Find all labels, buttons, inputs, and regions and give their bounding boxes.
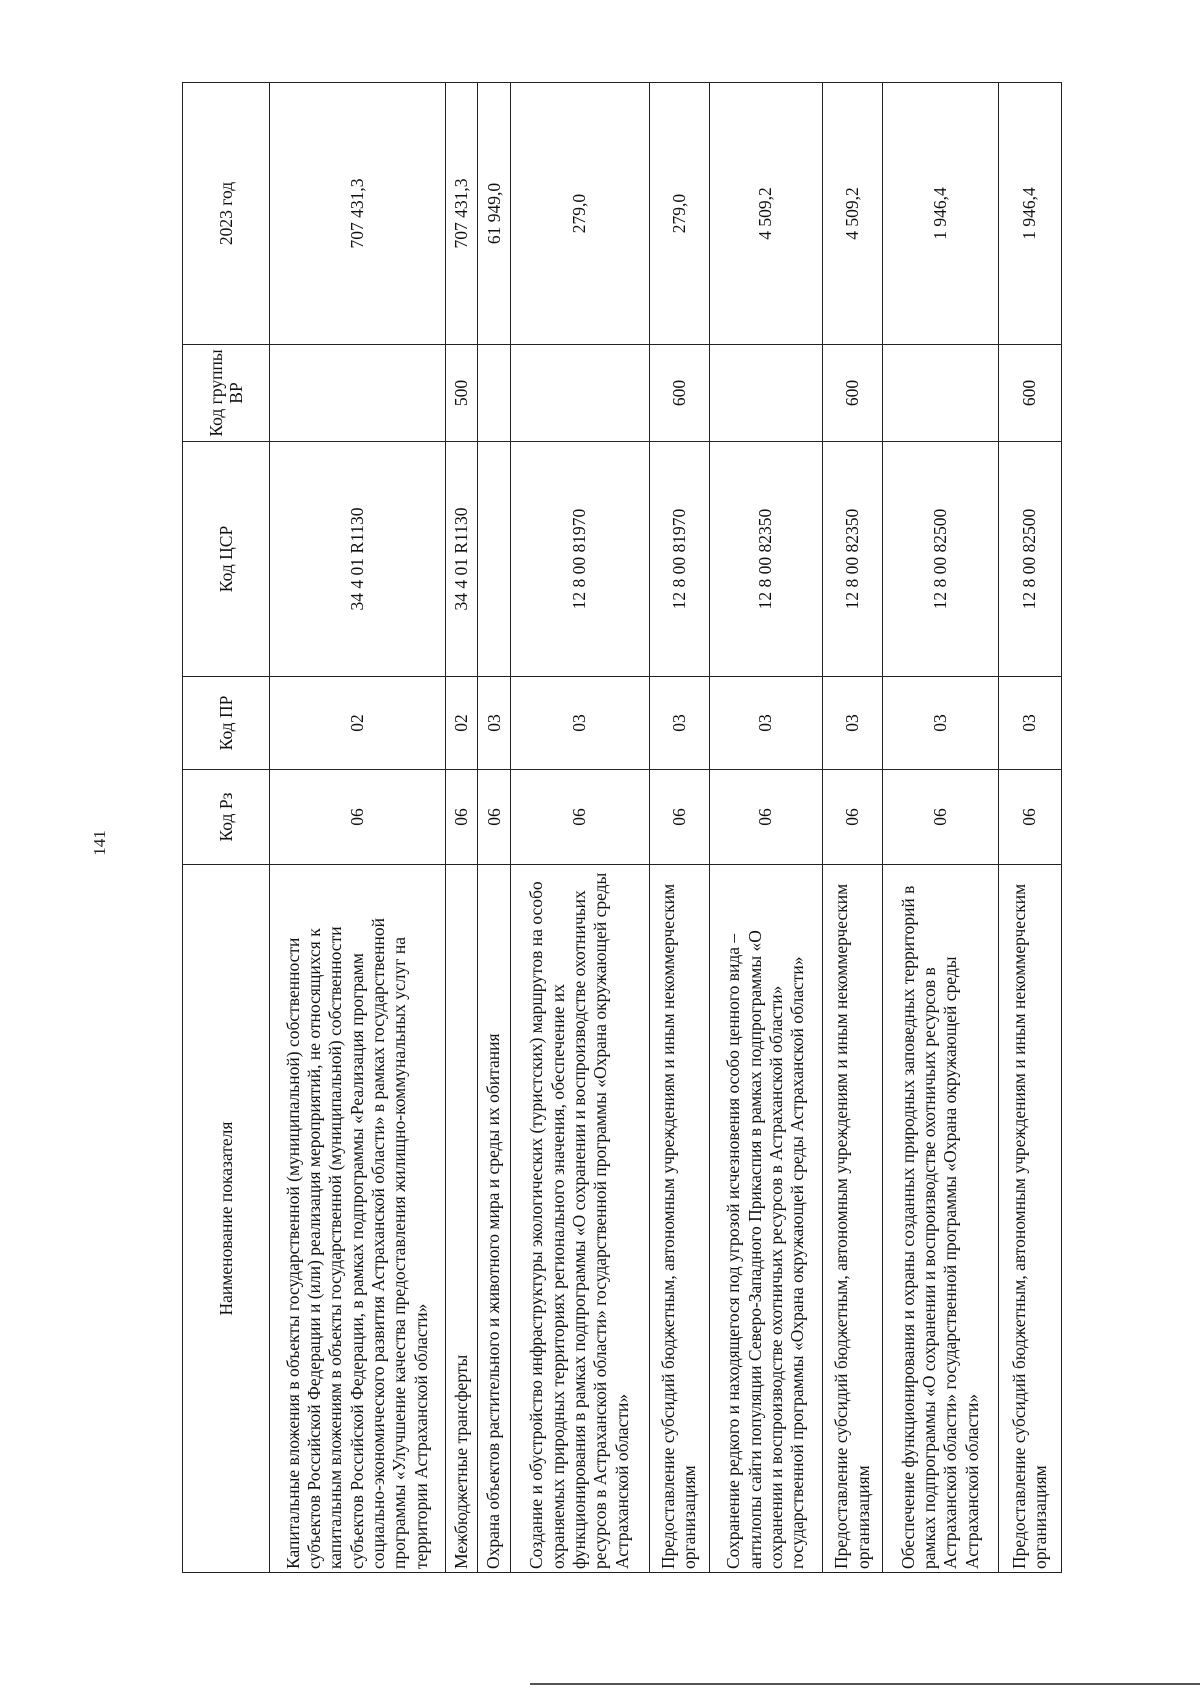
row-name: Межбюджетные трансферты	[445, 865, 478, 1573]
row-csr: 12 8 00 81970	[649, 442, 709, 677]
row-rz: 06	[478, 770, 511, 865]
row-name: Предоставление субсидий бюджетным, автономным учреждениям и иным некоммерческим организациям	[998, 865, 1061, 1573]
row-csr: 12 8 00 82500	[883, 442, 999, 677]
row-name: Сохранение редкого и находящегося под угрозой исчезновения особо ценного вида – антилопы сайги популяции Северо-Западного Прикаспия в рамках подпрограммы «О сохранении и воспроизводстве охотничьих ресурсов в Астраханской области» государственной программы «Охрана окружающей среды Астраханской области»	[709, 865, 823, 1573]
row-csr: 12 8 00 82350	[709, 442, 823, 677]
row-name: Предоставление субсидий бюджетным, автономным учреждениям и иным некоммерческим организациям	[649, 865, 709, 1573]
row-rz: 06	[270, 770, 446, 865]
table-row	[823, 83, 883, 1573]
row-amount: 61 949,0	[478, 83, 511, 345]
header-amount: 2023 год	[183, 83, 270, 345]
row-name: Создание и обустройство инфраструктуры экологических (туристских) маршрутов на особо охраняемых природных территориях регионального значения, обеспечение их функционирования в рамках подпрограммы «О сохранении и воспроизводстве охотничьих ресурсов в Астраханской области» государственной программы «Охрана окружающей среды Астраханской области»	[510, 865, 649, 1573]
row-vr: 600	[649, 345, 709, 442]
row-name: Охрана объектов растительного и животного мира и среды их обитания	[478, 865, 511, 1573]
row-rz: 06	[709, 770, 823, 865]
row-amount: 4 509,2	[709, 83, 823, 345]
row-rz: 06	[823, 770, 883, 865]
row-vr	[510, 345, 649, 442]
row-pr: 03	[709, 677, 823, 770]
row-amount: 707 431,3	[270, 83, 446, 345]
row-amount: 4 509,2	[823, 83, 883, 345]
page-number: 141	[90, 830, 109, 856]
table-row	[445, 83, 478, 1573]
table-row	[998, 83, 1061, 1573]
row-pr: 03	[510, 677, 649, 770]
table-row	[883, 83, 999, 1573]
row-name: Обеспечение функционирования и охраны созданных природных заповедных территорий в рамках подпрограммы «О сохранении и воспроизводстве охотничьих ресурсов в Астраханской области» государственной программы «Охрана окружающей среды Астраханской области»	[883, 865, 999, 1573]
row-rz: 06	[998, 770, 1061, 865]
row-csr	[478, 442, 511, 677]
row-rz: 06	[649, 770, 709, 865]
row-vr	[270, 345, 446, 442]
header-name: Наименование показателя	[183, 865, 270, 1573]
row-amount: 707 431,3	[445, 83, 478, 345]
row-amount: 279,0	[510, 83, 649, 345]
row-rz: 06	[883, 770, 999, 865]
row-amount: 1 946,4	[883, 83, 999, 345]
budget-table	[182, 82, 1062, 1573]
scan-edge-line	[530, 1683, 1200, 1685]
rotated-table-wrapper	[182, 83, 1062, 1573]
header-rz: Код Рз	[183, 770, 270, 865]
row-csr: 34 4 01 R1130	[270, 442, 446, 677]
table-row	[270, 83, 446, 1573]
row-csr: 12 8 00 82500	[998, 442, 1061, 677]
header-csr: Код ЦСР	[183, 442, 270, 677]
row-pr: 02	[445, 677, 478, 770]
row-vr: 500	[445, 345, 478, 442]
header-vr: Код группы ВР	[183, 345, 270, 442]
row-vr	[709, 345, 823, 442]
table-row	[709, 83, 823, 1573]
row-rz: 06	[445, 770, 478, 865]
row-pr: 03	[883, 677, 999, 770]
row-vr	[478, 345, 511, 442]
row-amount: 279,0	[649, 83, 709, 345]
row-pr: 03	[649, 677, 709, 770]
row-vr	[883, 345, 999, 442]
row-pr: 03	[998, 677, 1061, 770]
row-pr: 03	[478, 677, 511, 770]
table-header-row	[183, 83, 270, 1573]
header-pr: Код ПР	[183, 677, 270, 770]
table-row	[649, 83, 709, 1573]
row-amount: 1 946,4	[998, 83, 1061, 345]
row-rz: 06	[510, 770, 649, 865]
table-row	[510, 83, 649, 1573]
row-vr: 600	[998, 345, 1061, 442]
row-csr: 34 4 01 R1130	[445, 442, 478, 677]
row-vr: 600	[823, 345, 883, 442]
row-pr: 03	[823, 677, 883, 770]
row-csr: 12 8 00 81970	[510, 442, 649, 677]
row-name: Капитальные вложения в объекты государственной (муниципальной) собственности субъектов Российской Федерации и (или) реализация мероприятий, не относящихся к капитальным вложениям в объекты государственной (муниципальной) собственности субъектов Российской Федерации, в рамках подпрограммы «Реализация программ социально-экономического развития Астраханской области» в рамках государственной программы «Улучшение качества предоставления жилищно-коммунальных услуг на территории Астраханской области»	[270, 865, 446, 1573]
row-csr: 12 8 00 82350	[823, 442, 883, 677]
row-name: Предоставление субсидий бюджетным, автономным учреждениям и иным некоммерческим организациям	[823, 865, 883, 1573]
row-pr: 02	[270, 677, 446, 770]
table-row	[478, 83, 511, 1573]
